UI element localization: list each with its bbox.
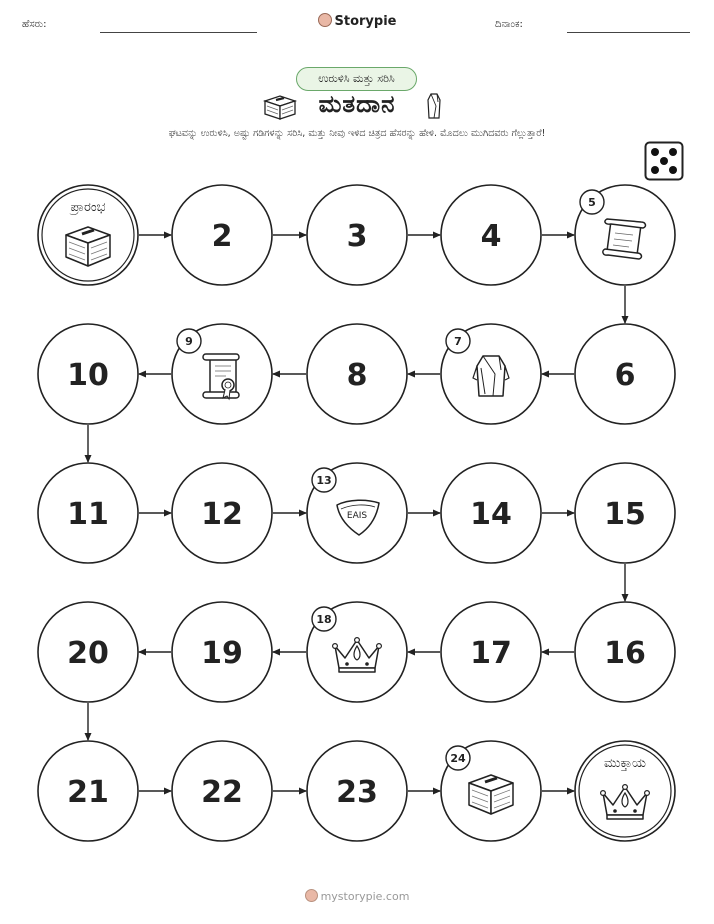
board-space-6[interactable] xyxy=(575,324,675,424)
board-space-8[interactable] xyxy=(307,324,407,424)
board-space-20[interactable] xyxy=(38,602,138,702)
start-label: ಪ್ರಾರಂಭ xyxy=(70,200,106,215)
board-space-19[interactable] xyxy=(172,602,272,702)
board-space-14[interactable] xyxy=(441,463,541,563)
ballot-box-icon xyxy=(469,775,513,814)
footer-url[interactable]: mystorypie.com xyxy=(320,890,410,903)
board-space-23[interactable] xyxy=(307,741,407,841)
space-number: 19 xyxy=(201,636,243,671)
board-space-1[interactable] xyxy=(38,185,138,285)
board-space-21[interactable] xyxy=(38,741,138,841)
board-space-12[interactable] xyxy=(172,463,272,563)
space-number: 2 xyxy=(211,219,233,254)
brand-name: Storypie xyxy=(334,14,397,29)
board-space-3[interactable] xyxy=(307,185,407,285)
board-space-4[interactable] xyxy=(441,185,541,285)
space-number: 11 xyxy=(67,497,109,532)
space-number: 21 xyxy=(67,775,109,810)
board-space-11[interactable] xyxy=(38,463,138,563)
space-number: 5 xyxy=(588,196,596,209)
space-number: 6 xyxy=(614,358,636,393)
bear-logo-icon xyxy=(305,889,318,902)
board-space-25[interactable] xyxy=(575,741,675,841)
space-number: 3 xyxy=(346,219,368,254)
space-number: 23 xyxy=(336,775,378,810)
space-number: 18 xyxy=(316,613,332,626)
footer xyxy=(0,889,714,903)
page-title: ಮತದಾನ xyxy=(318,90,396,118)
board-space-16[interactable] xyxy=(575,602,675,702)
board-space-17[interactable] xyxy=(441,602,541,702)
ballot-box-icon xyxy=(66,227,110,266)
space-number: 13 xyxy=(316,474,332,487)
board-space-15[interactable] xyxy=(575,463,675,563)
space-number: 7 xyxy=(454,335,462,348)
board-space-9[interactable] xyxy=(172,324,272,424)
instructions: ಘಟವನ್ನು ಉರುಳಿಸಿ, ಅಷ್ಟು ಗಡಿಗಳನ್ನು ಸರಿಸಿ, ಮತ್ತು ನೀವು ಇಳಿದ ಚಿತ್ರದ ಹೆಸರನ್ನು ಹೇಳಿ. ಮೊದಲು ಮುಗಿದವರು ಗೆಲ್ಲುತ್ತಾರೆ! xyxy=(168,128,546,139)
board-space-7[interactable] xyxy=(441,324,541,424)
space-number: 8 xyxy=(346,358,368,393)
finish-label: ಮುಕ್ತಾಯ xyxy=(604,756,646,771)
space-number: 4 xyxy=(480,219,502,254)
space-number: 10 xyxy=(67,358,109,393)
space-number: 16 xyxy=(604,636,646,671)
board-space-13[interactable] xyxy=(307,463,407,563)
date-label: ದಿನಾಂಕ: xyxy=(495,19,523,30)
board-space-18[interactable] xyxy=(307,602,407,702)
space-number: 14 xyxy=(470,497,512,532)
ostracon-text: EAIS xyxy=(346,511,368,521)
space-number: 22 xyxy=(201,775,243,810)
board-space-2[interactable] xyxy=(172,185,272,285)
space-number: 24 xyxy=(450,752,466,765)
space-number: 17 xyxy=(470,636,512,671)
space-number: 15 xyxy=(604,497,646,532)
board-space-10[interactable] xyxy=(38,324,138,424)
board-space-24[interactable] xyxy=(441,741,541,841)
board-space-5[interactable] xyxy=(575,185,675,285)
space-number: 12 xyxy=(201,497,243,532)
name-label: ಹೆಸರು: xyxy=(22,19,47,30)
game-type-tag: ಉರುಳಿಸಿ ಮತ್ತು ಸರಿಸಿ xyxy=(296,67,417,91)
space-number: 9 xyxy=(185,335,193,348)
space-number: 20 xyxy=(67,636,109,671)
board-space-22[interactable] xyxy=(172,741,272,841)
